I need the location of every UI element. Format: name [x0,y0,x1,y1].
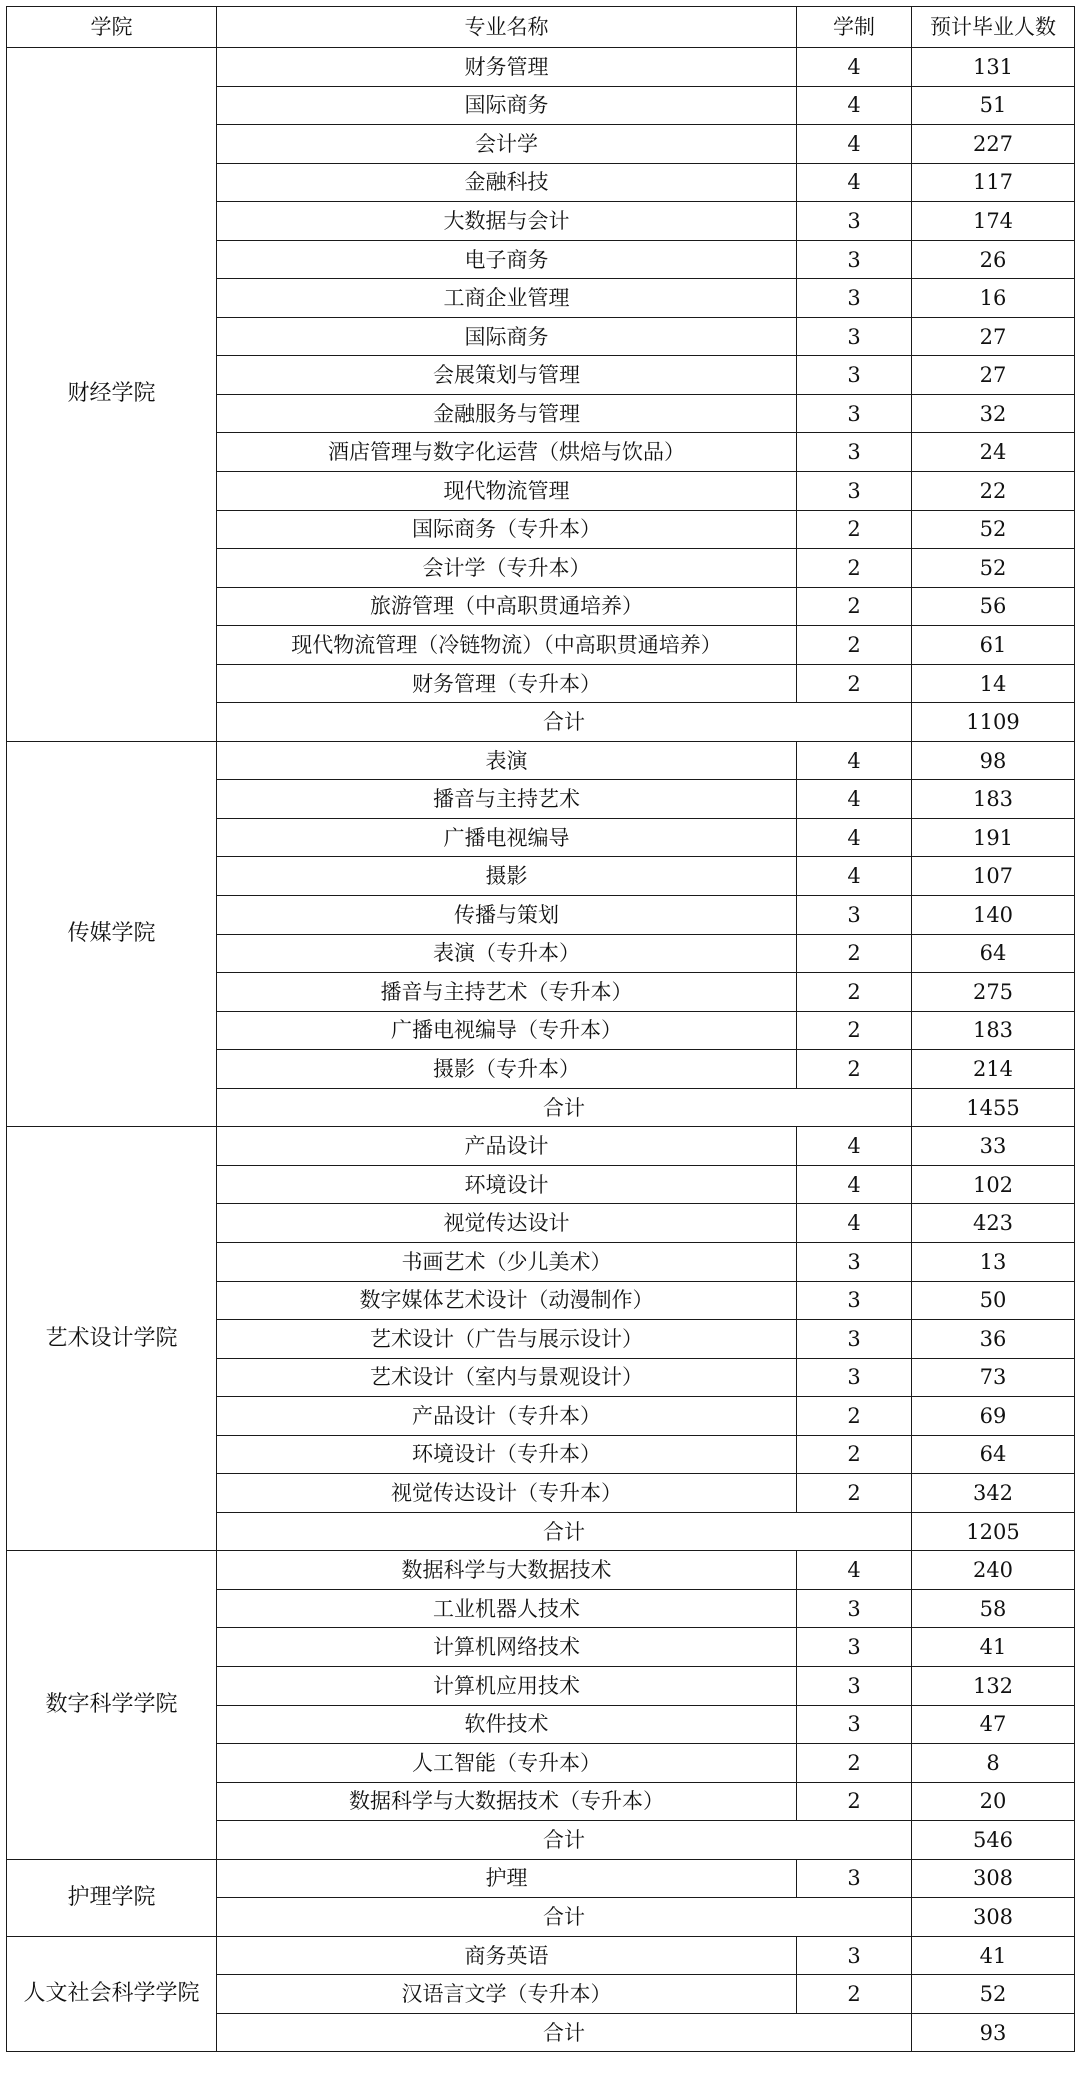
major-count: 423 [912,1204,1075,1243]
major-name: 产品设计（专升本） [217,1397,797,1436]
major-name: 金融科技 [217,163,797,202]
major-count: 52 [912,510,1075,549]
major-years: 3 [797,1705,912,1744]
major-years: 3 [797,1628,912,1667]
major-years: 3 [797,1589,912,1628]
major-name: 现代物流管理（冷链物流）（中高职贯通培养） [217,626,797,665]
total-label: 合计 [217,1898,912,1937]
major-name: 国际商务 [217,86,797,125]
major-years: 2 [797,549,912,588]
major-years: 4 [797,1204,912,1243]
total-value: 546 [912,1821,1075,1860]
major-years: 2 [797,1782,912,1821]
major-count: 69 [912,1397,1075,1436]
college-name: 艺术设计学院 [7,1127,217,1551]
major-count: 56 [912,587,1075,626]
major-years: 3 [797,1666,912,1705]
major-name: 会计学 [217,125,797,164]
major-years: 2 [797,934,912,973]
major-years: 3 [797,472,912,511]
major-name: 广播电视编导（专升本） [217,1011,797,1050]
major-years: 3 [797,1320,912,1359]
major-count: 14 [912,664,1075,703]
major-count: 214 [912,1050,1075,1089]
major-name: 数据科学与大数据技术（专升本） [217,1782,797,1821]
table-body [7,48,1075,2052]
major-count: 64 [912,1435,1075,1474]
major-years: 2 [797,510,912,549]
major-count: 32 [912,394,1075,433]
major-years: 2 [797,1474,912,1513]
major-name: 视觉传达设计（专升本） [217,1474,797,1513]
major-name: 电子商务 [217,240,797,279]
major-years: 4 [797,1551,912,1590]
major-count: 183 [912,780,1075,819]
major-count: 275 [912,973,1075,1012]
major-years: 2 [797,1397,912,1436]
major-count: 22 [912,472,1075,511]
major-count: 41 [912,1628,1075,1667]
major-count: 117 [912,163,1075,202]
major-years: 4 [797,1127,912,1166]
major-count: 20 [912,1782,1075,1821]
major-years: 2 [797,587,912,626]
major-count: 73 [912,1358,1075,1397]
major-count: 51 [912,86,1075,125]
table-row [7,1551,1075,1590]
header-major: 专业名称 [217,7,797,48]
major-name: 汉语言文学（专升本） [217,1975,797,2014]
major-name: 财务管理 [217,48,797,87]
major-years: 4 [797,741,912,780]
major-years: 3 [797,1859,912,1898]
major-years: 3 [797,202,912,241]
major-count: 308 [912,1859,1075,1898]
major-name: 表演 [217,741,797,780]
major-name: 护理 [217,1859,797,1898]
major-name: 书画艺术（少儿美术） [217,1242,797,1281]
major-years: 3 [797,1936,912,1975]
college-name: 财经学院 [7,48,217,742]
major-name: 播音与主持艺术 [217,780,797,819]
header-row [7,7,1075,48]
major-years: 2 [797,973,912,1012]
major-count: 24 [912,433,1075,472]
major-name: 旅游管理（中高职贯通培养） [217,587,797,626]
major-name: 摄影 [217,857,797,896]
major-years: 2 [797,1744,912,1783]
major-name: 金融服务与管理 [217,394,797,433]
major-years: 2 [797,664,912,703]
major-name: 国际商务（专升本） [217,510,797,549]
graduates-table [6,6,1075,2052]
major-count: 52 [912,549,1075,588]
major-name: 工业机器人技术 [217,1589,797,1628]
major-name: 播音与主持艺术（专升本） [217,973,797,1012]
major-name: 计算机应用技术 [217,1666,797,1705]
major-years: 2 [797,1011,912,1050]
major-name: 传播与策划 [217,896,797,935]
major-name: 人工智能（专升本） [217,1744,797,1783]
major-name: 商务英语 [217,1936,797,1975]
major-years: 4 [797,125,912,164]
major-count: 107 [912,857,1075,896]
major-name: 艺术设计（室内与景观设计） [217,1358,797,1397]
major-name: 表演（专升本） [217,934,797,973]
table-row [7,1859,1075,1898]
major-count: 36 [912,1320,1075,1359]
major-name: 计算机网络技术 [217,1628,797,1667]
major-count: 102 [912,1165,1075,1204]
table-row [7,1936,1075,1975]
major-name: 艺术设计（广告与展示设计） [217,1320,797,1359]
graduates-table-container [6,6,1074,2052]
major-years: 4 [797,163,912,202]
major-count: 33 [912,1127,1075,1166]
major-name: 会展策划与管理 [217,356,797,395]
major-name: 数字媒体艺术设计（动漫制作） [217,1281,797,1320]
header-years: 学制 [797,7,912,48]
total-value: 308 [912,1898,1075,1937]
major-count: 27 [912,356,1075,395]
major-years: 3 [797,240,912,279]
major-count: 174 [912,202,1075,241]
major-count: 240 [912,1551,1075,1590]
college-name: 数字科学学院 [7,1551,217,1859]
college-name: 传媒学院 [7,741,217,1126]
major-years: 4 [797,1165,912,1204]
major-name: 环境设计（专升本） [217,1435,797,1474]
major-count: 132 [912,1666,1075,1705]
total-label: 合计 [217,1088,912,1127]
total-label: 合计 [217,1821,912,1860]
major-count: 191 [912,818,1075,857]
major-count: 13 [912,1242,1075,1281]
major-count: 98 [912,741,1075,780]
major-count: 26 [912,240,1075,279]
major-years: 3 [797,896,912,935]
major-name: 大数据与会计 [217,202,797,241]
major-years: 3 [797,394,912,433]
major-name: 数据科学与大数据技术 [217,1551,797,1590]
major-name: 国际商务 [217,317,797,356]
major-years: 2 [797,1435,912,1474]
major-count: 61 [912,626,1075,665]
total-label: 合计 [217,2013,912,2052]
major-years: 3 [797,1242,912,1281]
major-count: 50 [912,1281,1075,1320]
major-count: 58 [912,1589,1075,1628]
major-years: 4 [797,780,912,819]
major-count: 41 [912,1936,1075,1975]
table-row [7,741,1075,780]
major-name: 软件技术 [217,1705,797,1744]
major-years: 2 [797,1050,912,1089]
major-count: 27 [912,317,1075,356]
major-count: 47 [912,1705,1075,1744]
major-name: 工商企业管理 [217,279,797,318]
major-years: 3 [797,1281,912,1320]
total-label: 合计 [217,1512,912,1551]
major-count: 140 [912,896,1075,935]
major-years: 3 [797,317,912,356]
major-years: 4 [797,48,912,87]
total-value: 93 [912,2013,1075,2052]
major-years: 4 [797,86,912,125]
major-name: 酒店管理与数字化运营（烘焙与饮品） [217,433,797,472]
major-count: 64 [912,934,1075,973]
total-value: 1455 [912,1088,1075,1127]
major-name: 环境设计 [217,1165,797,1204]
major-years: 3 [797,433,912,472]
major-years: 2 [797,1975,912,2014]
header-college: 学院 [7,7,217,48]
header-count: 预计毕业人数 [912,7,1075,48]
major-years: 4 [797,857,912,896]
major-count: 227 [912,125,1075,164]
major-count: 131 [912,48,1075,87]
major-count: 8 [912,1744,1075,1783]
major-count: 16 [912,279,1075,318]
major-name: 会计学（专升本） [217,549,797,588]
major-count: 183 [912,1011,1075,1050]
table-row [7,48,1075,87]
table-row [7,1127,1075,1166]
major-name: 产品设计 [217,1127,797,1166]
major-years: 3 [797,1358,912,1397]
college-name: 护理学院 [7,1859,217,1936]
major-count: 342 [912,1474,1075,1513]
total-value: 1109 [912,703,1075,742]
major-name: 现代物流管理 [217,472,797,511]
major-years: 2 [797,626,912,665]
major-years: 4 [797,818,912,857]
major-count: 52 [912,1975,1075,2014]
major-years: 3 [797,279,912,318]
major-name: 视觉传达设计 [217,1204,797,1243]
major-name: 摄影（专升本） [217,1050,797,1089]
major-name: 财务管理（专升本） [217,664,797,703]
major-name: 广播电视编导 [217,818,797,857]
major-years: 3 [797,356,912,395]
college-name: 人文社会科学学院 [7,1936,217,2052]
total-label: 合计 [217,703,912,742]
total-value: 1205 [912,1512,1075,1551]
